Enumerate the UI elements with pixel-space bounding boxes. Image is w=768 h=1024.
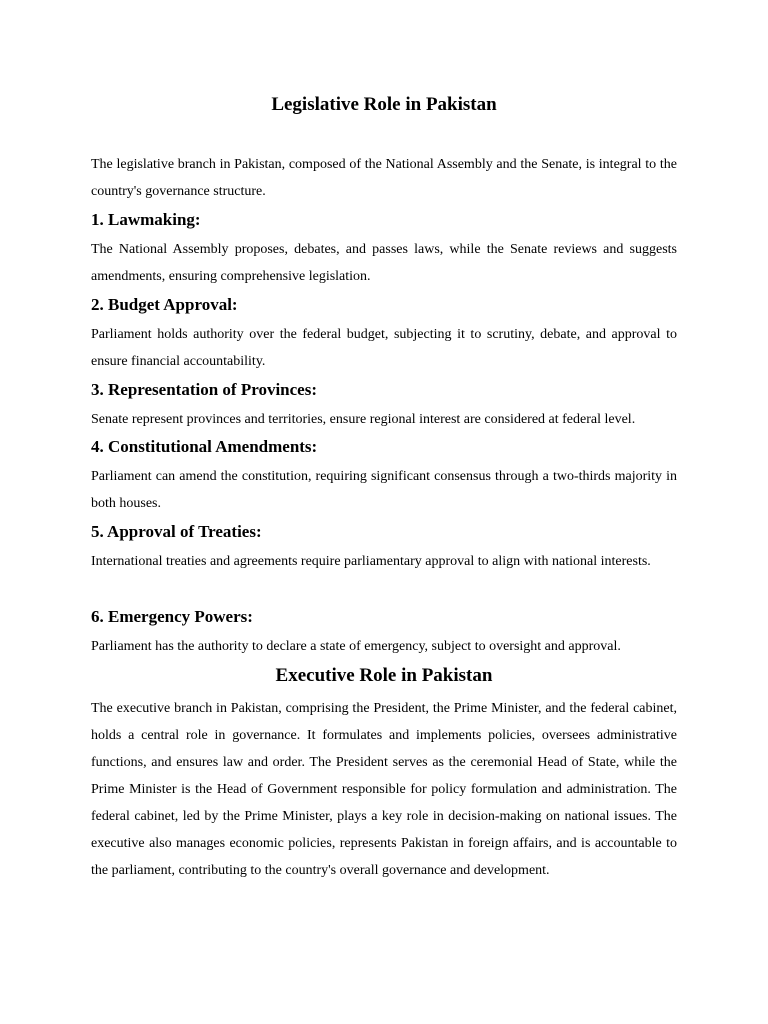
legislative-intro: The legislative branch in Pakistan, composed of the National Assembly and the Senate, is integral to the country's governance structure. (91, 157, 677, 199)
section-body-constitutional-amendments: Parliament can amend the constitution, requiring significant consensus through a two-thirds majority in both houses. (91, 469, 677, 511)
executive-title: Executive Role in Pakistan (275, 665, 493, 686)
section-body-budget-approval: Parliament holds authority over the federal budget, subjecting it to scrutiny, debate, and approval to ensure financial accountability. (91, 327, 677, 369)
section-body-emergency-powers: Parliament has the authority to declare a state of emergency, subject to oversight and approval. (91, 639, 621, 654)
section-heading-lawmaking: 1. Lawmaking: (91, 210, 201, 229)
section-heading-representation: 3. Representation of Provinces: (91, 380, 318, 399)
legislative-title: Legislative Role in Pakistan (271, 94, 497, 115)
section-heading-constitutional-amendments: 4. Constitutional Amendments: (91, 437, 318, 456)
section-heading-budget-approval: 2. Budget Approval: (91, 295, 238, 314)
section-heading-treaties: 5. Approval of Treaties: (91, 522, 262, 541)
section-body-lawmaking: The National Assembly proposes, debates, and passes laws, while the Senate reviews and suggests amendments, ensuring comprehensive legislation. (91, 242, 677, 284)
section-body-treaties: International treaties and agreements require parliamentary approval to align with national interests. (91, 554, 651, 569)
executive-body: The executive branch in Pakistan, comprising the President, the Prime Minister, and the federal cabinet, holds a central role in governance. It formulates and implements policies, oversees administrative functions, and ensures law and order. The President serves as the ceremonial Head of State, while the Prime Minister is the Head of Government responsible for policy formulation and administration. The federal cabinet, led by the Prime Minister, plays a key role in decision-making on national issues. The executive also manages economic policies, represents Pakistan in foreign affairs, and is accountable to the parliament, contributing to the country's overall governance and development. (91, 701, 677, 878)
section-body-representation: Senate represent provinces and territories, ensure regional interest are considered at federal level. (91, 412, 636, 427)
section-heading-emergency-powers: 6. Emergency Powers: (91, 607, 253, 626)
